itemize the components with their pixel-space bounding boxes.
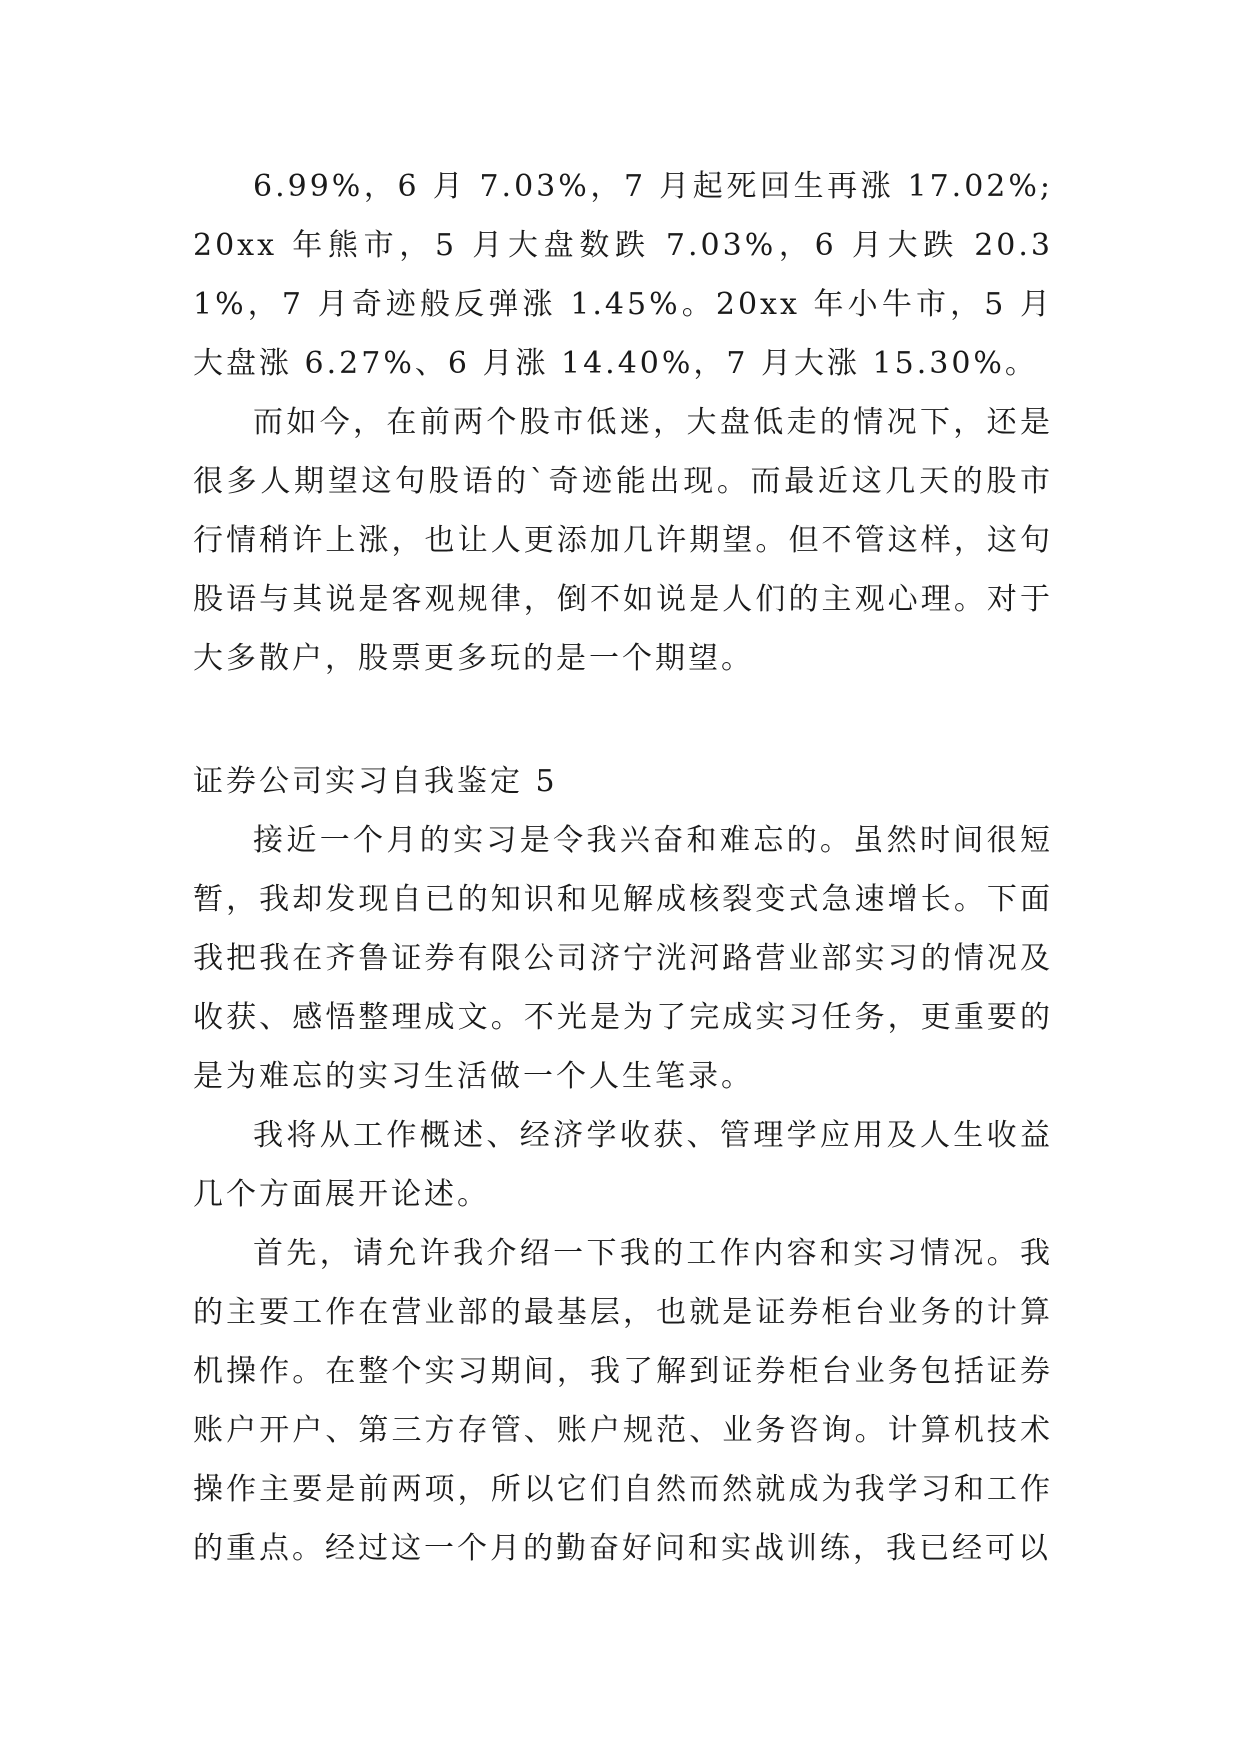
paragraph-market-stats: 6.99%，6 月 7.03%，7 月起死回生再涨 17.02%;20xx 年熊市，5 月大盘数跌 7.03%，6 月大跌 20.31%，7 月奇迹般反弹涨 1.45%。20xx 年小牛市，5 月大盘涨 6.27%、6 月涨 14.40%，7 月大涨 15.30%。 bbox=[193, 169, 1053, 381]
paragraph-work-content: 首先，请允许我介绍一下我的工作内容和实习情况。我的主要工作在营业部的最基层，也就是证券柜台业务的计算机操作。在整个实习期间，我了解到证券柜台业务包括证券账户开户、第三方存管、账户规范、业务咨询。计算机技术操作主要是前两项，所以它们自然而然就成为我学习和工作的重点。经过这一个月的勤奋好问和实战训练，我已经可以 bbox=[193, 1236, 1053, 1566]
paragraph-outline: 我将从工作概述、经济学收获、管理学应用及人生收益几个方面展开论述。 bbox=[193, 1118, 1053, 1212]
paragraph-market-hope: 而如今，在前两个股市低迷，大盘低走的情况下，还是很多人期望这句股语的`奇迹能出现。而最近这几天的股市行情稍许上涨，也让人更添加几许期望。但不管这样，这句股语与其说是客观规律，倒不如说是人们的主观心理。对于大多散户，股票更多玩的是一个期望。 bbox=[193, 405, 1053, 676]
document-body bbox=[193, 157, 1053, 1578]
section-title: 证券公司实习自我鉴定 5 bbox=[193, 764, 558, 799]
paragraph-internship-intro: 接近一个月的实习是令我兴奋和难忘的。虽然时间很短暂，我却发现自已的知识和见解成核裂变式急速增长。下面我把我在齐鲁证券有限公司济宁洸河路营业部实习的情况及收获、感悟整理成文。不光是为了完成实习任务，更重要的是为难忘的实习生活做一个人生笔录。 bbox=[193, 823, 1053, 1094]
